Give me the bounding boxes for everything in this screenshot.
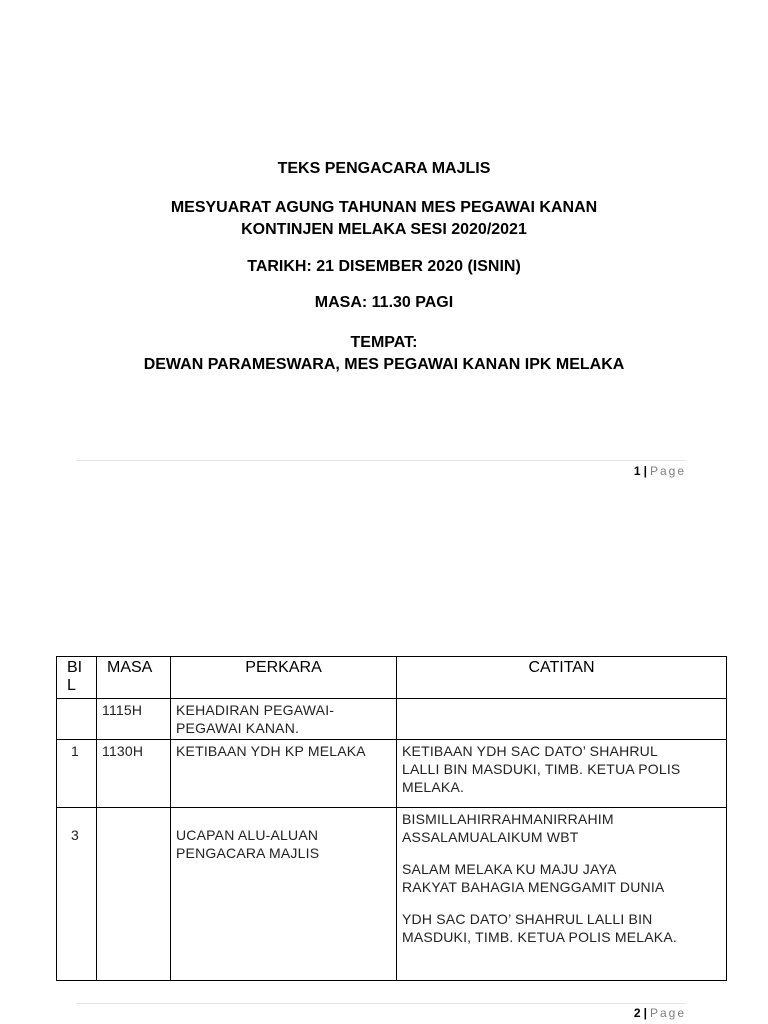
page-number: 1: [633, 464, 641, 478]
catitan-paragraph: [402, 860, 721, 896]
event-time: MASA: 11.30 PAGI: [314, 294, 454, 311]
cell-catitan-line: RAKYAT BAHAGIA MENGGAMIT DUNIA: [402, 879, 665, 895]
venue-label: TEMPAT:: [350, 334, 418, 351]
event-venue: [0, 332, 768, 376]
cell-perkara-line: PEGAWAI KANAN.: [176, 720, 300, 736]
agenda-table: [56, 656, 727, 981]
header-bil: [57, 657, 97, 699]
page-footer-1: [634, 464, 686, 478]
page-number: 2: [633, 1006, 641, 1020]
header-bil-line1: BI: [67, 659, 83, 676]
page-label: Page: [649, 464, 686, 478]
cell-catitan-line: MASDUKI, TIMB. KETUA POLIS MELAKA.: [402, 929, 677, 945]
cell-catitan-line: YDH SAC DATO’ SHAHRUL LALLI BIN: [402, 911, 653, 927]
cell-catitan: [397, 808, 727, 981]
page-separator: |: [643, 464, 647, 478]
cell-catitan: [397, 740, 727, 808]
cell-catitan-line: KETIBAAN YDH SAC DATO’ SHAHRUL: [402, 743, 658, 759]
cell-bil: [57, 699, 97, 740]
header-catitan: CATITAN: [397, 657, 727, 699]
page-divider-2: [76, 1003, 686, 1004]
table-row: [57, 699, 727, 740]
catitan-paragraph: [402, 810, 721, 846]
venue-name: DEWAN PARAMESWARA, MES PEGAWAI KANAN IPK MELAKA: [143, 356, 625, 373]
document-title: TEKS PENGACARA MAJLIS: [277, 160, 491, 177]
cell-masa: 1130H: [97, 740, 171, 808]
cell-perkara-line: UCAPAN ALU-ALUAN: [176, 827, 319, 843]
cell-catitan-line: LALLI BIN MASDUKI, TIMB. KETUA POLIS: [402, 761, 681, 777]
cell-bil: 1: [57, 740, 97, 808]
header-bil-line2: L: [67, 677, 76, 694]
page-footer-2: [634, 1006, 686, 1020]
cell-perkara: KETIBAAN YDH KP MELAKA: [171, 740, 397, 808]
cell-perkara: [171, 808, 397, 981]
cell-catitan: [397, 699, 727, 740]
header-perkara: PERKARA: [171, 657, 397, 699]
event-name: [0, 197, 768, 241]
cell-perkara-line: PENGACARA MAJLIS: [176, 845, 320, 861]
header-masa: MASA: [97, 657, 171, 699]
cell-masa: 1115H: [97, 699, 171, 740]
page-label: Page: [649, 1006, 686, 1020]
table-header-row: [57, 657, 727, 699]
page-divider-1: [76, 460, 686, 461]
cell-catitan-line: SALAM MELAKA KU MAJU JAYA: [402, 861, 617, 877]
cell-perkara-line: KEHADIRAN PEGAWAI-: [176, 702, 335, 718]
table-row: [57, 808, 727, 981]
page-separator: |: [643, 1006, 647, 1020]
cell-catitan-line: MELAKA.: [402, 779, 465, 795]
cell-catitan-line: BISMILLAHIRRAHMANIRRAHIM: [402, 811, 614, 827]
event-name-line1: MESYUARAT AGUNG TAHUNAN MES PEGAWAI KANAN: [170, 199, 598, 216]
cell-perkara: [171, 699, 397, 740]
catitan-paragraph: [402, 910, 721, 946]
cell-masa: [97, 808, 171, 981]
cell-catitan-line: ASSALAMUALAIKUM WBT: [402, 829, 579, 845]
cell-bil: 3: [57, 808, 97, 981]
event-date: TARIKH: 21 DISEMBER 2020 (ISNIN): [247, 258, 521, 275]
event-name-line2: KONTINJEN MELAKA SESI 2020/2021: [241, 221, 527, 238]
table-row: [57, 740, 727, 808]
